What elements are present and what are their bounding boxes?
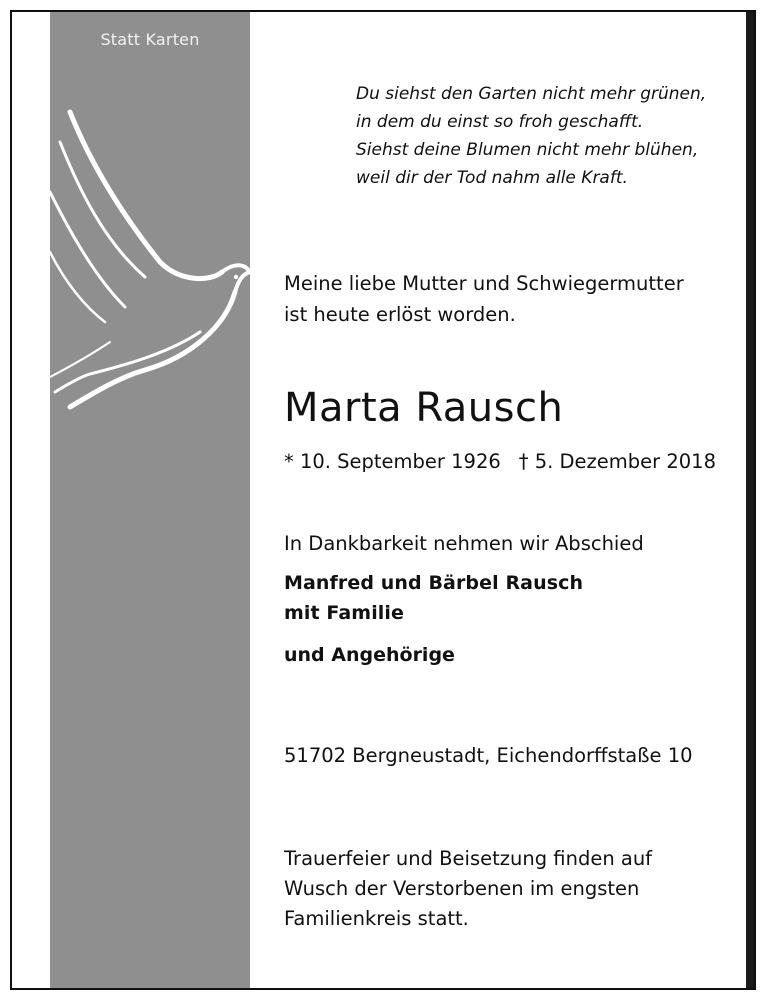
family-names [284, 568, 583, 628]
relatives-text: und Angehörige [284, 644, 455, 666]
ceremony-line: Trauerfeier und Beisetzung finden auf [284, 847, 653, 870]
intro-line: ist heute erlöst worden. [284, 303, 516, 326]
sidebar-band [50, 12, 250, 990]
poem-line: in dem du einst so froh geschafft. [356, 112, 644, 132]
ceremony-line: Wusch der Verstorbenen im engsten [284, 877, 640, 900]
dove-icon [50, 102, 250, 442]
family-line: mit Familie [284, 602, 405, 624]
poem-line: weil dir der Tod nahm alle Kraft. [356, 168, 628, 188]
birth-date: * 10. September 1926 [284, 450, 501, 473]
poem-line: Siehst deine Blumen nicht mehr blühen, [356, 140, 699, 160]
address-text: 51702 Bergneustadt, Eichendorffstaße 10 [284, 744, 693, 767]
farewell-text: In Dankbarkeit nehmen wir Abschied [284, 532, 644, 555]
death-date: † 5. Dezember 2018 [518, 450, 716, 473]
statt-karten-label: Statt Karten [100, 30, 200, 49]
intro-line: Meine liebe Mutter und Schwiegermutter [284, 272, 684, 295]
ceremony-line: Familienkreis statt. [284, 907, 469, 930]
intro-text [284, 268, 684, 330]
obituary-card [10, 10, 756, 990]
ceremony-notice [284, 844, 652, 934]
poem-verse [356, 80, 746, 192]
poem-line: Du siehst den Garten nicht mehr grünen, [356, 84, 707, 104]
deceased-name: Marta Rausch [284, 385, 564, 431]
life-dates [284, 448, 716, 476]
family-line: Manfred und Bärbel Rausch [284, 572, 584, 594]
